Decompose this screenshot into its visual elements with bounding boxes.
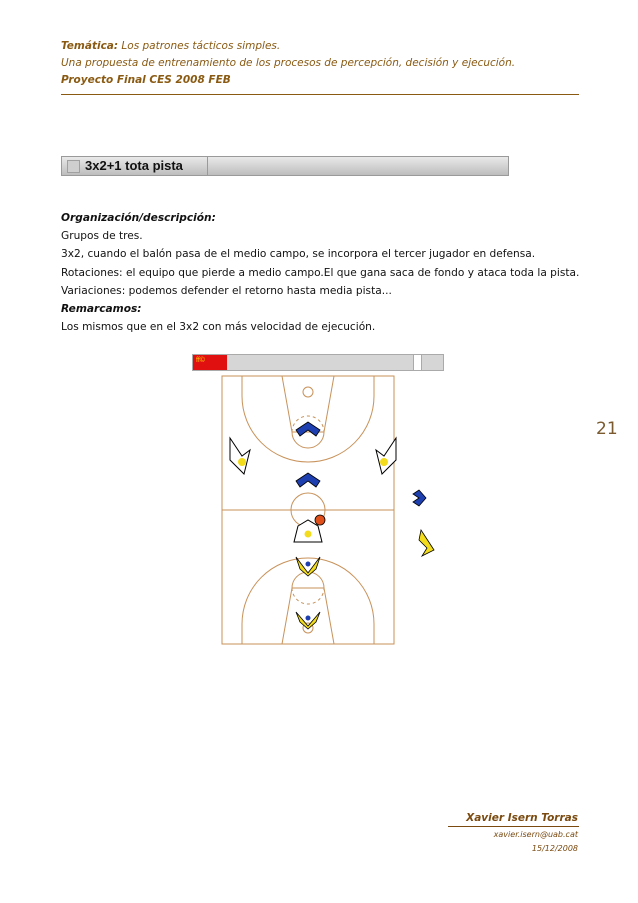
attacker-ball-marker <box>380 458 388 466</box>
header-project: Proyecto Final CES 2008 FEB <box>61 74 231 86</box>
diagram-toolbar <box>192 354 444 371</box>
defender-marker <box>296 473 320 487</box>
footer-email: xavier.isern@uab.cat <box>493 830 578 839</box>
section-title: 3x2+1 tota pista <box>85 158 183 173</box>
bottom-three-point-line <box>242 558 374 644</box>
ball-marker <box>315 515 325 525</box>
section-title-bar <box>61 156 509 176</box>
attacker-ball-marker <box>238 458 246 466</box>
header-topic <box>61 40 280 52</box>
description-line: Variaciones: podemos defender el retorno hasta media pista... <box>61 284 392 297</box>
diagram-toolbar-text: ff© <box>196 357 205 364</box>
bottom-free-throw-arc-dashed <box>292 588 324 604</box>
footer-date: 15/12/2008 <box>531 844 578 853</box>
defender-marker <box>413 490 426 506</box>
section-separator <box>207 157 208 175</box>
defender-marker <box>296 422 320 436</box>
remark-label: Remarcamos: <box>61 303 142 316</box>
header-topic-label: Temática: <box>61 40 119 52</box>
page-number: 21 <box>596 419 618 439</box>
description-line: Grupos de tres. <box>61 230 143 243</box>
attacker-ball-marker <box>305 531 312 538</box>
diagram-toolbar-logo <box>193 355 227 370</box>
top-basket <box>303 387 313 397</box>
diagram-toolbar-gap <box>413 355 422 370</box>
header-divider <box>61 94 579 95</box>
section-square-icon <box>67 160 80 173</box>
attacker-marker <box>419 530 434 556</box>
footer-divider <box>448 826 579 827</box>
description-line: 3x2, cuando el balón pasa de el medio campo, se incorpora el tercer jugador en defensa. <box>61 248 536 261</box>
organization-label: Organización/descripción: <box>61 212 216 224</box>
attacker-marker <box>376 438 396 474</box>
header-topic-value: Los patrones tácticos simples. <box>118 40 281 52</box>
footer-author: Xavier Isern Torras <box>466 812 578 824</box>
description-line: Rotaciones: el equipo que pierde a medio campo.El que gana saca de fondo y ataca toda la pista. <box>61 266 580 279</box>
basketball-court-diagram <box>220 374 442 646</box>
header-subtitle: Una propuesta de entrenamiento de los procesos de percepción, decisión y ejecución. <box>61 57 516 69</box>
defender-dot <box>306 616 311 621</box>
defender-dot <box>306 562 311 567</box>
exercise-description <box>61 209 601 336</box>
attacker-marker <box>230 438 250 474</box>
top-free-throw-arc <box>292 432 324 448</box>
remark-text: Los mismos que en el 3x2 con más velocidad de ejecución. <box>61 321 376 334</box>
top-three-point-line <box>242 376 374 462</box>
